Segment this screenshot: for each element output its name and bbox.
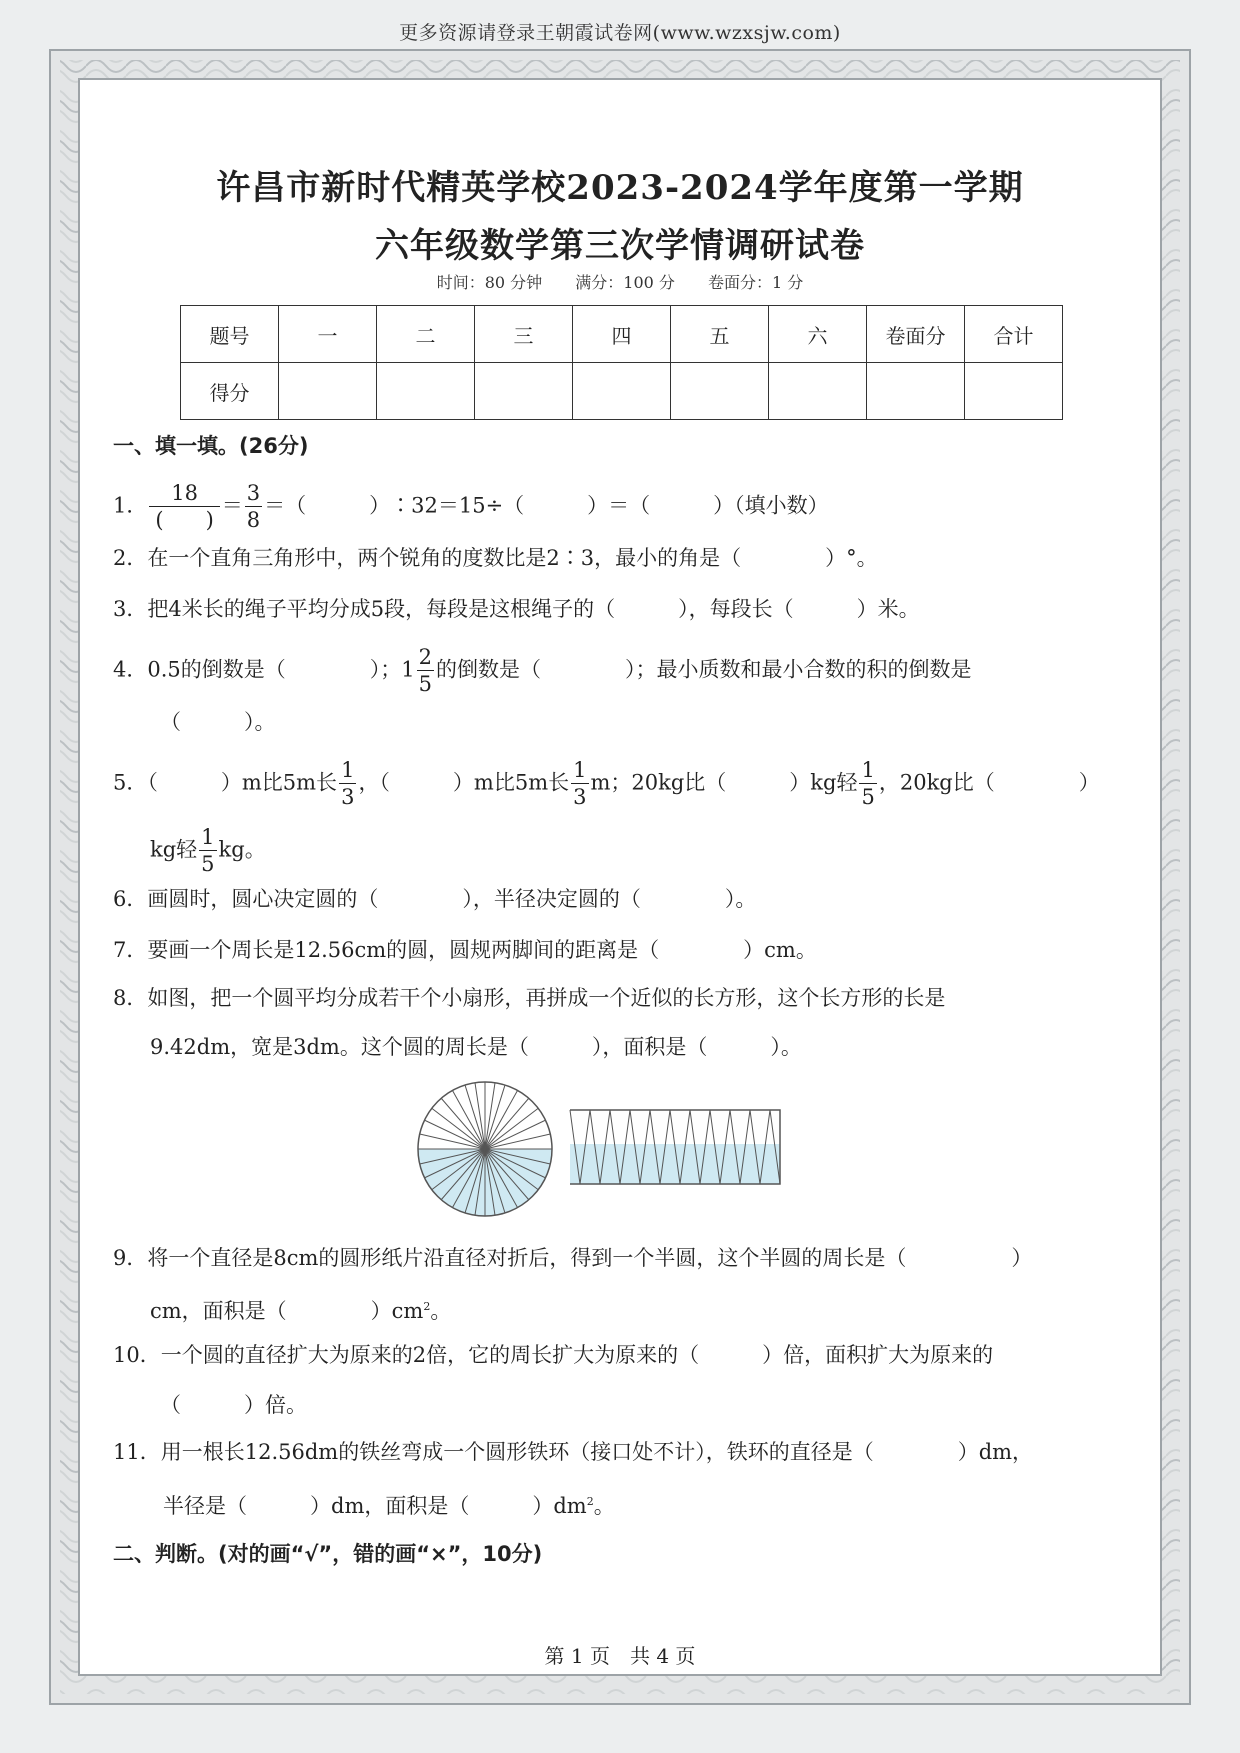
q11-end: 。 bbox=[593, 1494, 615, 1518]
score-input-cell[interactable] bbox=[867, 363, 965, 420]
score-input-cell[interactable] bbox=[279, 363, 377, 420]
q4-part-b: 的倒数是（ ）；最小质数和最小合数的积的倒数是 bbox=[436, 657, 972, 682]
score-row-label: 得分 bbox=[181, 363, 279, 420]
q9-superscript: 2 bbox=[423, 1300, 431, 1313]
q1-fraction-denominator: ( ) bbox=[155, 508, 214, 532]
question-6: 6．画圆时，圆心决定圆的（ ），半径决定圆的（ ）。 bbox=[113, 887, 757, 911]
score-table-score-row bbox=[181, 363, 1063, 420]
q5-part-b: ，（ ）m比5m长 bbox=[358, 770, 570, 795]
q5-fraction-2 bbox=[571, 760, 588, 808]
exam-full-score: 满分：100 分 bbox=[575, 273, 675, 292]
question-9: 9．将一个直径是8cm的圆形纸片沿直径对折后，得到一个半圆，这个半圆的周长是（ ） bbox=[113, 1246, 1033, 1270]
score-table bbox=[180, 305, 1063, 420]
score-input-cell[interactable] bbox=[965, 363, 1063, 420]
question-4 bbox=[113, 647, 972, 695]
score-input-cell[interactable] bbox=[475, 363, 573, 420]
section-1-title: 一、填一填。(26分) bbox=[113, 434, 309, 458]
question-5 bbox=[113, 760, 1100, 808]
q5-fraction-numerator: 1 bbox=[861, 758, 875, 782]
exam-time: 时间：80 分钟 bbox=[436, 273, 543, 292]
q5-fraction-denominator: 3 bbox=[341, 785, 355, 809]
exam-meta bbox=[0, 270, 1240, 293]
score-header-cell: 卷面分 bbox=[867, 306, 965, 363]
page-footer: 第 1 页 共 4 页 bbox=[544, 1644, 696, 1668]
question-2: 2．在一个直角三角形中，两个锐角的度数比是2∶3，最小的角是（ ）°。 bbox=[113, 546, 878, 570]
score-input-cell[interactable] bbox=[573, 363, 671, 420]
q5-part-f: kg。 bbox=[218, 837, 266, 862]
score-header-cell: 题号 bbox=[181, 306, 279, 363]
q4-fraction-denominator: 5 bbox=[418, 672, 432, 696]
score-input-cell[interactable] bbox=[769, 363, 867, 420]
q11-part-b: 半径是（ ）dm，面积是（ ）dm bbox=[163, 1494, 587, 1518]
question-10-cont: （ ）倍。 bbox=[160, 1393, 307, 1417]
score-header-cell: 一 bbox=[279, 306, 377, 363]
exam-title-1: 许昌市新时代精英学校2023-2024学年度第一学期 bbox=[216, 168, 1024, 208]
score-input-cell[interactable] bbox=[377, 363, 475, 420]
q5-fraction-denominator: 3 bbox=[573, 785, 587, 809]
q1-fraction2-numerator: 3 bbox=[246, 481, 261, 505]
q5-part-e: kg轻 bbox=[150, 837, 198, 862]
score-header-cell: 三 bbox=[475, 306, 573, 363]
q1-fraction-numerator: 18 bbox=[149, 483, 219, 507]
q4-fraction bbox=[417, 647, 434, 695]
q5-fraction-3 bbox=[859, 760, 876, 808]
q4-fraction-numerator: 2 bbox=[418, 645, 432, 669]
score-input-cell[interactable] bbox=[671, 363, 769, 420]
score-header-cell: 二 bbox=[377, 306, 475, 363]
q5-part-c: m；20kg比（ ）kg轻 bbox=[590, 770, 858, 795]
question-8: 8．如图，把一个圆平均分成若干个小扇形，再拼成一个近似的长方形，这个长方形的长是 bbox=[113, 986, 946, 1010]
q5-part-a: 5．（ ）m比5m长 bbox=[113, 770, 338, 795]
site-banner: 更多资源请登录王朝霞试卷网(www.wzxsjw.com) bbox=[399, 22, 841, 44]
exam-title-2: 六年级数学第三次学情调研试卷 bbox=[375, 226, 865, 266]
q5-fraction-numerator: 1 bbox=[201, 825, 215, 849]
score-header-cell: 合计 bbox=[965, 306, 1063, 363]
q1-fraction-2 bbox=[245, 483, 262, 531]
question-1 bbox=[113, 483, 829, 531]
q9-end: 。 bbox=[430, 1299, 452, 1323]
question-3: 3．把4米长的绳子平均分成5段，每段是这根绳子的（ ），每段长（ ）米。 bbox=[113, 597, 920, 621]
q5-fraction-1 bbox=[339, 760, 356, 808]
q5-fraction-denominator: 5 bbox=[861, 785, 875, 809]
q5-fraction-numerator: 1 bbox=[573, 758, 587, 782]
question-8-cont: 9.42dm，宽是3dm。这个圆的周长是（ ），面积是（ ）。 bbox=[150, 1035, 802, 1059]
q1-rest: ＝（ ）∶32＝15÷（ ）＝（ ）（填小数） bbox=[264, 493, 829, 518]
question-11: 11．用一根长12.56dm的铁丝弯成一个圆形铁环（接口处不计），铁环的直径是（ ）dm， bbox=[113, 1440, 1034, 1464]
q9-part-b: cm，面积是（ ）cm bbox=[150, 1299, 424, 1323]
score-table-header-row bbox=[181, 306, 1063, 363]
q5-fraction-numerator: 1 bbox=[341, 758, 355, 782]
question-5-cont bbox=[150, 827, 266, 875]
question-4-cont: （ ）。 bbox=[160, 710, 276, 734]
score-header-cell: 五 bbox=[671, 306, 769, 363]
section-2-title: 二、判断。(对的画“√”，错的画“×”，10分) bbox=[113, 1542, 543, 1566]
q5-fraction-4 bbox=[199, 827, 216, 875]
q5-fraction-denominator: 5 bbox=[201, 852, 215, 876]
question-9-cont bbox=[150, 1292, 451, 1326]
q1-fraction-1 bbox=[149, 483, 219, 531]
circle-to-rectangle-figure bbox=[415, 1078, 820, 1223]
question-11-cont bbox=[163, 1487, 615, 1521]
exam-paper-score: 卷面分：1 分 bbox=[708, 273, 804, 292]
q1-number: 1． bbox=[113, 493, 148, 518]
q11-superscript: 2 bbox=[586, 1495, 594, 1508]
q1-equals: ＝ bbox=[221, 493, 243, 518]
question-10: 10．一个圆的直径扩大为原来的2倍，它的周长扩大为原来的（ ）倍，面积扩大为原来的 bbox=[113, 1343, 994, 1367]
q5-part-d: ，20kg比（ ） bbox=[878, 770, 1100, 795]
score-header-cell: 四 bbox=[573, 306, 671, 363]
q4-part-a: 4．0.5的倒数是（ ）；1 bbox=[113, 657, 415, 682]
score-header-cell: 六 bbox=[769, 306, 867, 363]
q1-fraction2-denominator: 8 bbox=[246, 508, 261, 532]
question-7: 7．要画一个周长是12.56cm的圆，圆规两脚间的距离是（ ）cm。 bbox=[113, 938, 817, 962]
